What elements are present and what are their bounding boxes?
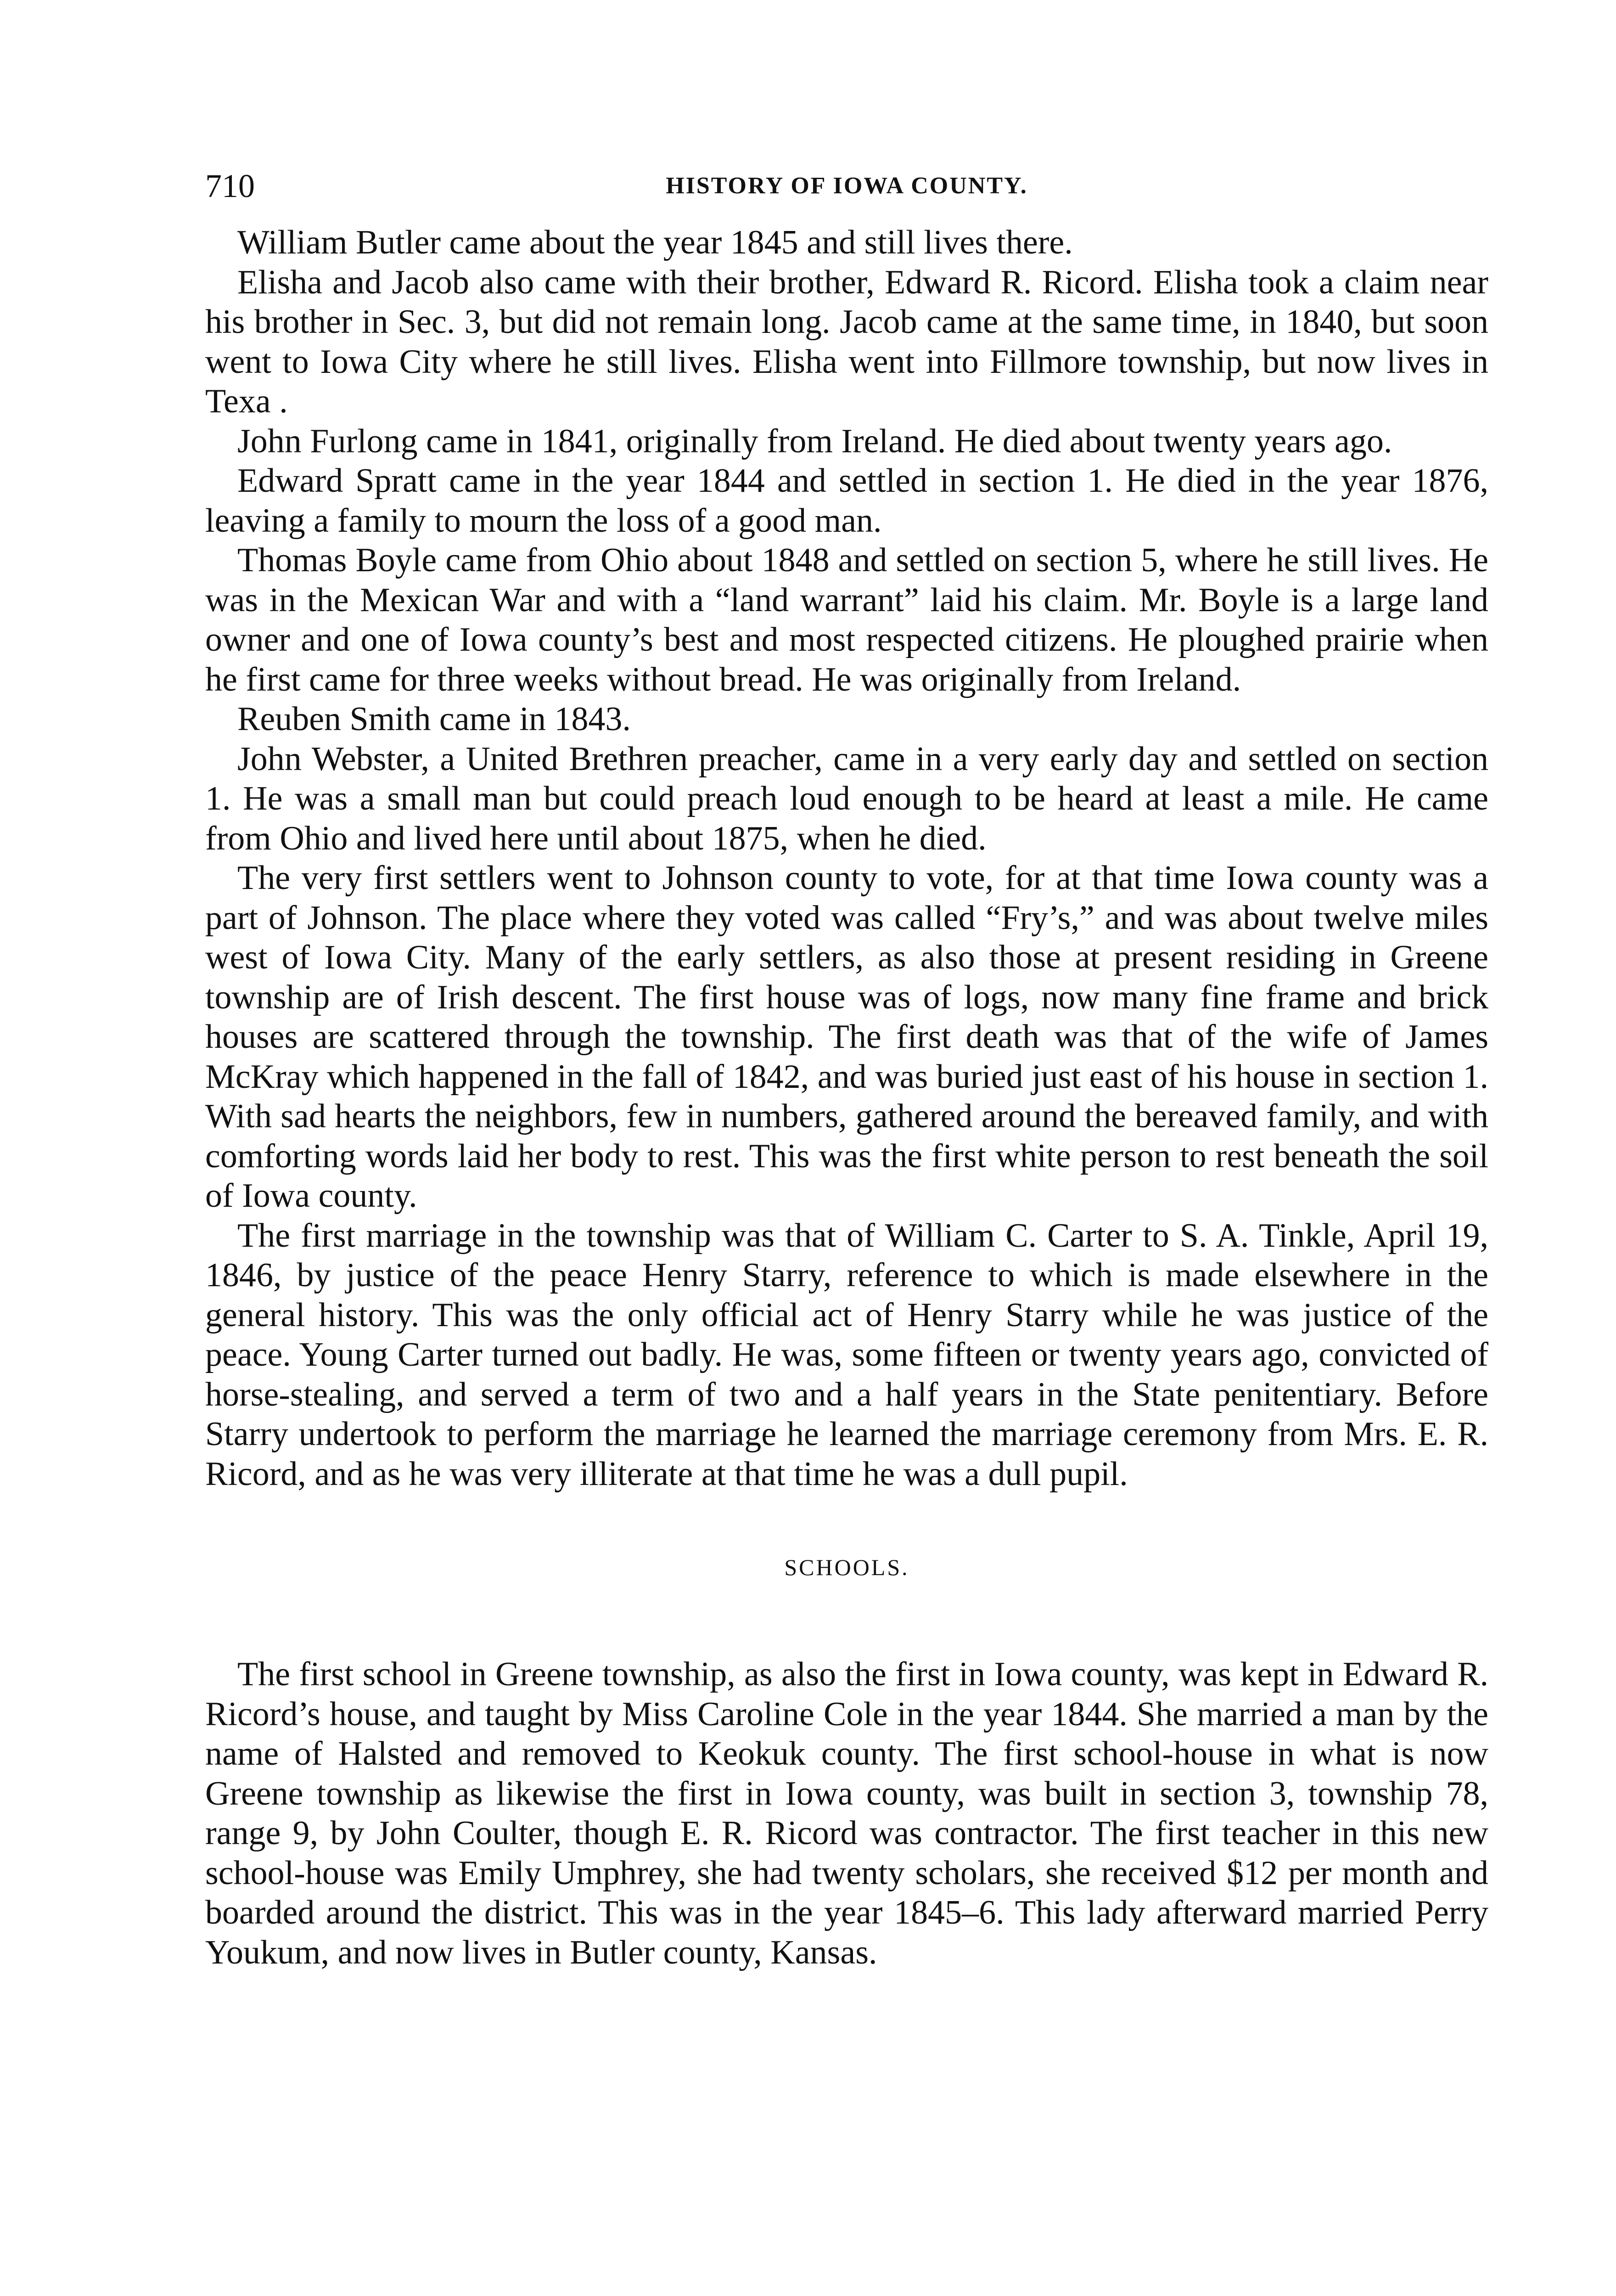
paragraph-william-butler: William Butler came about the year 1845 and still lives there. bbox=[237, 224, 1073, 261]
paragraph-thomas-boyle: Thomas Boyle came from Ohio about 1848 and settled on section 5, where he still lives. He was in the Mexican War and with a “land warrant” laid his claim. Mr. Boyle is a large land owner and one of Iowa county’s best and most respected citizens. He ploughed prairie when he first came for three weeks without bread. He was originally from Ireland. bbox=[205, 541, 1488, 698]
paragraph-john-furlong: John Furlong came in 1841, originally from Ireland. He died about twenty years ago. bbox=[237, 422, 1392, 460]
paragraph-first-school: The first school in Greene township, as also the first in Iowa county, was kept in Edward R. Ricord’s house, and taught by Miss Caroline Cole in the year 1844. She married a man by the name of Halsted and removed to Keokuk county. The first school-house in what is now Greene township as likewise the first in Iowa county, was built in section 3, township 78, range 9, by John Coulter, though E. R. Ricord was contractor. The first teacher in this new school-house was Emily Umphrey, she had twenty scholars, she received $12 per month and boarded around the district. This was in the year 1845–6. This lady afterward married Perry Youkum, and now lives in Butler county, Kansas. bbox=[205, 1655, 1488, 1971]
paragraph-first-marriage: The first marriage in the township was that of William C. Carter to S. A. Tinkle, April 19, 1846, by justice of the peace Henry Starry, reference to which is made elsewhere in the general history. This was the only official act of Henry Starry while he was justice of the peace. Young Carter turned out badly. He was, some fifteen or twenty years ago, convicted of horse-stealing, and served a term of two and a half years in the State penitentiary. Before Starry undertook to perform the marriage he learned the marriage ceremony from Mrs. E. R. Ricord, and as he was very illiterate at that time he was a dull pupil. bbox=[205, 1216, 1488, 1493]
body-text bbox=[205, 223, 1488, 1972]
paragraph-elisha-jacob: Elisha and Jacob also came with their brother, Edward R. Ricord. Elisha took a claim near his brother in Sec. 3, but did not remain long. Jacob came at the same time, in 1840, but soon went to Iowa City where he still lives. Elisha went into Fillmore township, but now lives in Texa . bbox=[205, 263, 1488, 420]
section-heading-schools: SCHOOLS. bbox=[784, 1554, 909, 1580]
paragraph-first-settlers: The very first settlers went to Johnson county to vote, for at that time Iowa county was a part of Johnson. The place where they voted was called “Fry’s,” and was about twelve miles west of Iowa City. Many of the early settlers, as also those at present residing in Greene township are of Irish descent. The first house was of logs, now many fine frame and brick houses are scattered through the township. The first death was that of the wife of James McKray which happened in the fall of 1842, and was buried just east of his house in section 1. With sad hearts the neighbors, few in numbers, gathered around the bereaved family, and with comforting words laid her body to rest. This was the first white person to rest beneath the soil of Iowa county. bbox=[205, 859, 1488, 1215]
paragraph-john-webster: John Webster, a United Brethren preacher, came in a very early day and settled on section 1. He was a small man but could preach loud enough to be heard at least a mile. He came from Ohio and lived here until about 1875, when he died. bbox=[205, 740, 1488, 857]
paragraph-reuben-smith: Reuben Smith came in 1843. bbox=[237, 700, 631, 738]
running-title: HISTORY OF IOWA COUNTY. bbox=[666, 173, 1028, 199]
running-head bbox=[205, 163, 1488, 209]
paragraph-edward-spratt: Edward Spratt came in the year 1844 and settled in section 1. He died in the year 1876, leaving a family to mourn the loss of a good man. bbox=[205, 462, 1488, 540]
page-number: 710 bbox=[205, 168, 255, 204]
book-page bbox=[205, 163, 1488, 1972]
